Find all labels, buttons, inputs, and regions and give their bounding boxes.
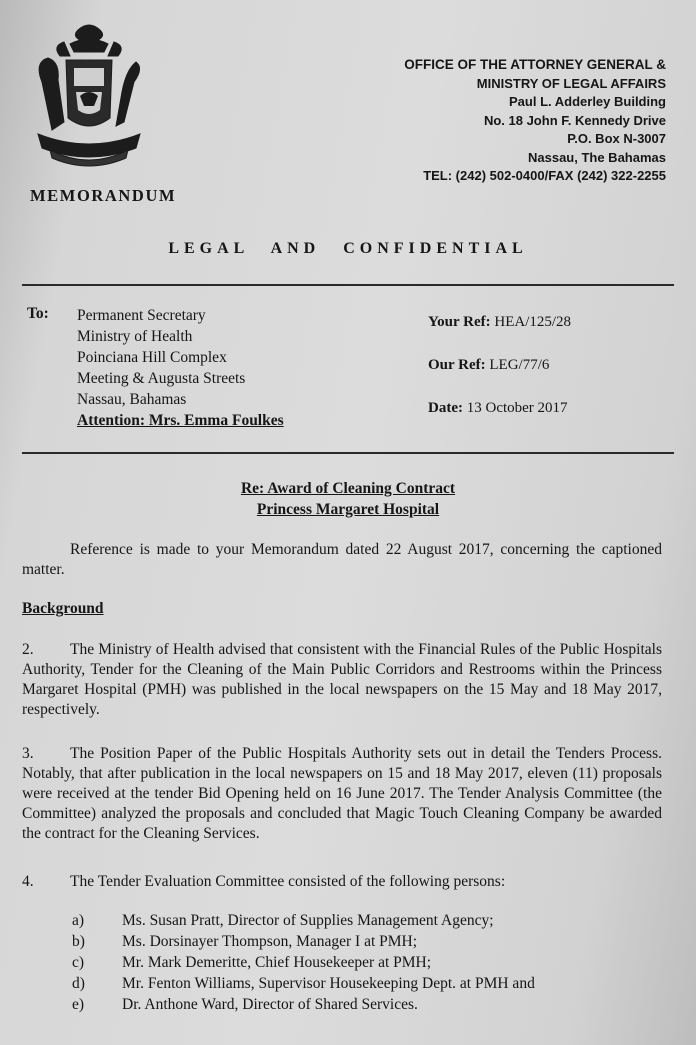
office-line: P.O. Box N-3007 [567, 131, 666, 146]
list-letter: d) [72, 975, 85, 992]
list-text: Mr. Mark Demeritte, Chief Housekeeper at PMH; [122, 954, 432, 971]
office-line: OFFICE OF THE ATTORNEY GENERAL & [404, 57, 666, 72]
attention-line: Attention: Mrs. Emma Foulkes [77, 412, 284, 429]
list-item [72, 994, 535, 1015]
intro-text: Reference is made to your Memorandum dated 22 August 2017, concerning the captioned matter. [22, 541, 662, 578]
list-item [72, 910, 535, 931]
background-heading: Background [22, 600, 104, 617]
address-line: Meeting & Augusta Streets [77, 370, 246, 387]
list-text: Dr. Anthone Ward, Director of Shared Services. [122, 996, 418, 1013]
list-item [72, 952, 535, 973]
list-text: Mr. Fenton Williams, Supervisor Housekeeping Dept. at PMH and [122, 975, 535, 992]
address-line: Nassau, Bahamas [77, 391, 187, 408]
your-ref-label: Your Ref: [428, 314, 491, 330]
classification-heading: LEGAL AND CONFIDENTIAL [168, 240, 528, 257]
paragraph-number: 2. [22, 641, 34, 658]
address-line: Poinciana Hill Complex [77, 349, 227, 366]
date-row [428, 398, 571, 418]
paragraph-number: 3. [22, 745, 34, 762]
sender-office-block [404, 56, 666, 186]
date-value: 13 October 2017 [466, 400, 568, 416]
our-ref-value: LEG/77/6 [489, 357, 550, 373]
divider-bottom [22, 452, 674, 454]
memorandum-label: MEMORANDUM [30, 186, 177, 205]
paragraph-number: 4. [22, 873, 34, 890]
list-letter: c) [72, 954, 85, 971]
list-text: Ms. Dorsinayer Thompson, Manager I at PMH; [122, 933, 418, 950]
list-letter: e) [72, 996, 85, 1013]
office-line: TEL: (242) 502-0400/FAX (242) 322-2255 [423, 168, 666, 183]
paragraph-2 [22, 640, 662, 720]
date-label: Date: [428, 400, 463, 416]
intro-paragraph [22, 540, 662, 580]
our-ref-label: Our Ref: [428, 357, 486, 373]
paragraph-3 [22, 744, 662, 844]
subject-line-2: Princess Margaret Hospital [256, 501, 440, 518]
office-line: No. 18 John F. Kennedy Drive [483, 112, 666, 128]
divider-top [22, 284, 674, 286]
address-line: Permanent Secretary [77, 307, 206, 324]
office-line: Nassau, The Bahamas [527, 149, 666, 165]
our-ref-row [428, 355, 571, 375]
list-item [72, 931, 535, 952]
paragraph-text: The Ministry of Health advised that consistent with the Financial Rules of the Public Hospitals Authority, Tender for the Cleaning of the Main Public Corridors and Restrooms within the Princess Margaret Hospital (PMH) was published in the local newspapers on the 15 May and 18 May 2017, respectively. [22, 641, 662, 718]
paragraph-text: The Tender Evaluation Committee consisted of the following persons: [70, 873, 506, 890]
address-line: Ministry of Health [77, 328, 193, 345]
office-line: Paul L. Adderley Building [509, 94, 666, 109]
office-line: MINISTRY OF LEGAL AFFAIRS [476, 75, 666, 91]
list-letter: b) [72, 933, 85, 950]
list-letter: a) [72, 912, 85, 929]
reference-block [428, 312, 571, 441]
coat-of-arms-icon [30, 22, 148, 172]
your-ref-value: HEA/125/28 [494, 314, 572, 330]
your-ref-row [428, 312, 571, 332]
paragraph-text: The Position Paper of the Public Hospitals Authority sets out in detail the Tenders Process. Notably, that after publication in the local newspapers on 15 and 18 May 2017, eleven (11) proposals were received at the tender Bid Opening held on 16 June 2017. The Tender Analysis Committee (the Committee) analyzed the proposals and concluded that Magic Touch Cleaning Company be awarded the contract for the Cleaning Services. [22, 745, 662, 842]
list-item [72, 973, 535, 994]
to-label: To: [27, 305, 49, 322]
subject-line-1: Re: Award of Cleaning Contract [240, 480, 456, 497]
recipient-address [77, 305, 284, 431]
paragraph-4 [22, 872, 662, 892]
list-text: Ms. Susan Pratt, Director of Supplies Management Agency; [122, 912, 494, 929]
committee-member-list [72, 910, 535, 1015]
subject-heading [0, 478, 696, 520]
